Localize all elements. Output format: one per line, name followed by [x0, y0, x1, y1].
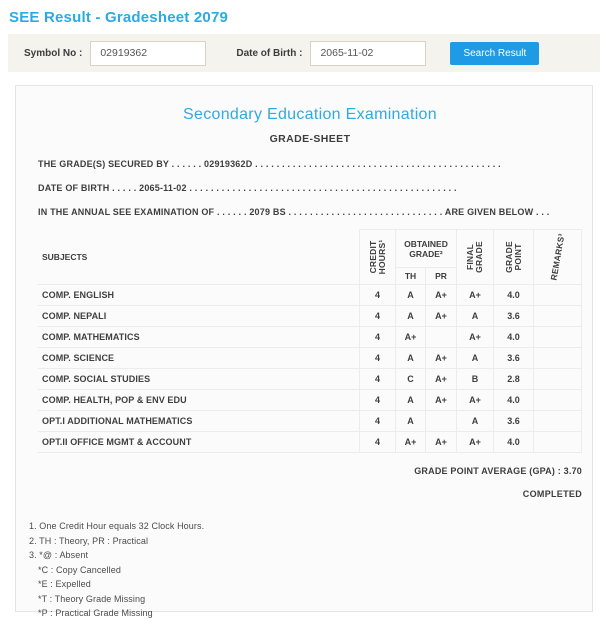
table-row — [38, 411, 582, 432]
grade-point-cell: 4.0 — [494, 285, 534, 306]
col-header-pr: PR — [426, 268, 457, 285]
grade-point-cell: 4.0 — [494, 327, 534, 348]
footnote-credit-hour: 1. One Credit Hour equals 32 Clock Hours. — [29, 521, 205, 531]
pr-grade-cell: A+ — [426, 306, 457, 327]
subject-cell: COMP. HEALTH, POP & ENV EDU — [38, 390, 360, 411]
search-bar — [8, 34, 600, 72]
pr-grade-cell: A+ — [426, 348, 457, 369]
footnote-expelled: *E : Expelled — [38, 579, 91, 589]
exam-title: Secondary Education Examination — [183, 106, 437, 123]
grade-point-cell: 2.8 — [494, 369, 534, 390]
credit-cell: 4 — [360, 369, 396, 390]
pr-grade-cell — [426, 411, 457, 432]
gpa-line: GRADE POINT AVERAGE (GPA) : 3.70 — [414, 466, 582, 476]
subject-cell: COMP. SOCIAL STUDIES — [38, 369, 360, 390]
table-row — [38, 348, 582, 369]
dob-label: Date of Birth : — [236, 47, 303, 59]
subject-cell: COMP. NEPALI — [38, 306, 360, 327]
th-grade-cell: A+ — [396, 432, 426, 453]
th-grade-cell: A — [396, 390, 426, 411]
gradesheet — [24, 106, 584, 499]
footnote-absent: 3. *@ : Absent — [29, 550, 89, 560]
table-row — [38, 390, 582, 411]
credit-cell: 4 — [360, 348, 396, 369]
remarks-cell — [534, 369, 582, 390]
footnotes — [29, 519, 584, 619]
grade-point-cell: 3.6 — [494, 306, 534, 327]
pr-grade-cell: A+ — [426, 285, 457, 306]
table-row — [38, 327, 582, 348]
credit-cell: 4 — [360, 432, 396, 453]
date-of-birth-line: DATE OF BIRTH . . . . . 2065-11-02 . . . . . . . . . . . . . . . . . . . . . . . . . . . . . . . . . . . . . . . . . . . . . . . . . . — [38, 183, 457, 193]
symbol-no-label: Symbol No : — [24, 47, 83, 59]
subject-cell: COMP. SCIENCE — [38, 348, 360, 369]
th-grade-cell: C — [396, 369, 426, 390]
grades-table — [38, 229, 582, 453]
final-grade-cell: A — [457, 348, 494, 369]
status-completed: COMPLETED — [522, 489, 582, 499]
gradesheet-subtitle: GRADE-SHEET — [269, 133, 351, 145]
footnote-th-pr: 2. TH : Theory, PR : Practical — [29, 535, 149, 546]
final-grade-cell: B — [457, 369, 494, 390]
subject-cell: COMP. ENGLISH — [38, 285, 360, 306]
subject-cell: COMP. MATHEMATICS — [38, 327, 360, 348]
footnote-practical-missing: *P : Practical Grade Missing — [38, 608, 153, 618]
col-header-obtained-grade: OBTAINED GRADE² — [396, 230, 457, 268]
credit-cell: 4 — [360, 327, 396, 348]
footnote-theory-missing: *T : Theory Grade Missing — [38, 593, 146, 604]
credit-cell: 4 — [360, 390, 396, 411]
credit-cell: 4 — [360, 306, 396, 327]
final-grade-cell: A+ — [457, 432, 494, 453]
remarks-cell — [534, 306, 582, 327]
symbol-no-input[interactable] — [90, 41, 206, 66]
col-header-credit-hours: CREDIT HOURS¹ — [360, 230, 396, 285]
col-header-grade-point: GRADE POINT — [494, 230, 534, 285]
subject-cell: OPT.I ADDITIONAL MATHEMATICS — [38, 411, 360, 432]
pr-grade-cell: A+ — [426, 369, 457, 390]
th-grade-cell: A — [396, 306, 426, 327]
final-grade-cell: A — [457, 306, 494, 327]
final-grade-cell: A+ — [457, 327, 494, 348]
remarks-cell — [534, 285, 582, 306]
subject-cell: OPT.II OFFICE MGMT & ACCOUNT — [38, 432, 360, 453]
col-header-th: TH — [396, 268, 426, 285]
grades-secured-line: THE GRADE(S) SECURED BY . . . . . . 02919362D . . . . . . . . . . . . . . . . . . . . . . . . . . . . . . . . . . . . . . . . . . . . . . — [38, 159, 501, 169]
th-grade-cell: A — [396, 348, 426, 369]
grade-point-cell: 4.0 — [494, 390, 534, 411]
grade-point-cell: 4.0 — [494, 432, 534, 453]
pr-grade-cell: A+ — [426, 432, 457, 453]
col-header-remarks: REMARKS³ — [534, 230, 582, 285]
final-grade-cell: A+ — [457, 285, 494, 306]
col-header-final-grade: FINAL GRADE — [457, 230, 494, 285]
gradesheet-card — [15, 85, 593, 618]
final-grade-cell: A+ — [457, 390, 494, 411]
table-row — [38, 285, 582, 306]
remarks-cell — [534, 411, 582, 432]
footnote-copy-cancelled: *C : Copy Cancelled — [38, 564, 121, 575]
page-title: SEE Result - Gradesheet 2079 — [9, 9, 229, 26]
remarks-cell — [534, 390, 582, 411]
col-header-subjects: SUBJECTS — [38, 230, 360, 285]
table-row — [38, 369, 582, 390]
search-result-button[interactable]: Search Result — [450, 42, 539, 65]
table-row — [38, 432, 582, 453]
th-grade-cell: A — [396, 411, 426, 432]
th-grade-cell: A+ — [396, 327, 426, 348]
credit-cell: 4 — [360, 411, 396, 432]
pr-grade-cell: A+ — [426, 390, 457, 411]
grade-point-cell: 3.6 — [494, 348, 534, 369]
grade-point-cell: 3.6 — [494, 411, 534, 432]
remarks-cell — [534, 432, 582, 453]
th-grade-cell: A — [396, 285, 426, 306]
pr-grade-cell — [426, 327, 457, 348]
dob-input[interactable] — [310, 41, 426, 66]
final-grade-cell: A — [457, 411, 494, 432]
credit-cell: 4 — [360, 285, 396, 306]
remarks-cell — [534, 348, 582, 369]
table-row — [38, 306, 582, 327]
remarks-cell — [534, 327, 582, 348]
exam-year-line: IN THE ANNUAL SEE EXAMINATION OF . . . . . . 2079 BS . . . . . . . . . . . . . . . . . . . . . . . . . . . . . ARE GIVEN BELOW . . . — [38, 207, 550, 217]
